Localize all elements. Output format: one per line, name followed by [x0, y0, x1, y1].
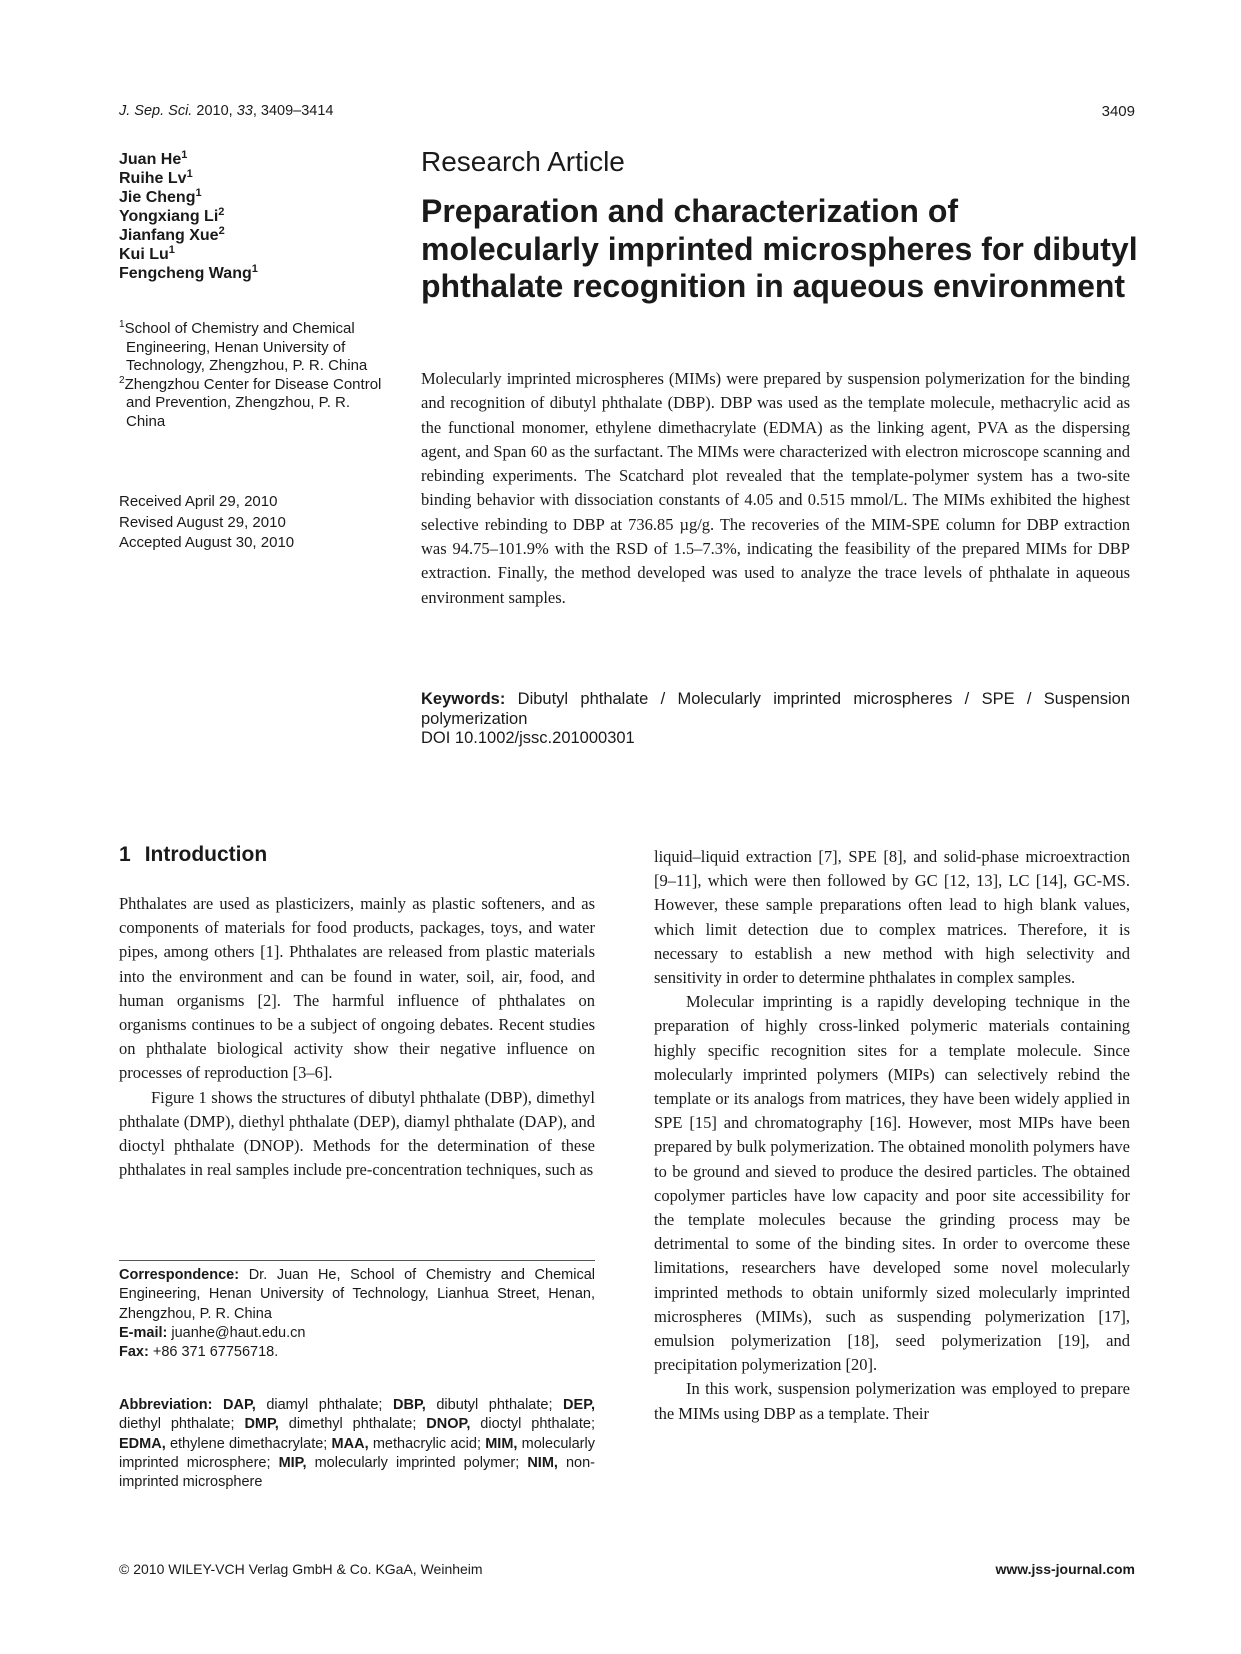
- author: Yongxiang Li$^2$: [119, 206, 225, 225]
- section-title: Introduction: [144, 843, 268, 866]
- keywords-block: [421, 690, 1130, 749]
- revised-date: Revised August 29, 2010: [119, 513, 286, 531]
- journal-volume: 33: [236, 103, 253, 119]
- fax-number: +86 371 67756718.: [152, 1344, 279, 1361]
- body-column-right: [654, 845, 1130, 1426]
- accepted-date: Accepted August 30, 2010: [119, 534, 295, 551]
- paragraph: In this work, suspension polymerization was employed to prepare the MIMs using DBP as a template. Their: [654, 1379, 1130, 1423]
- page-footer: [119, 1561, 1135, 1581]
- author: Fengcheng Wang$^1$: [119, 263, 258, 282]
- paragraph: Phthalates are used as plasticizers, mainly as plastic softeners, and as components of materials for food products, packages, toys, and water pipes, among others [1]. Phthalates are released from plastic materials into the environment and can be found in water, soil, air, food, and human organisms [2]. The harmful influence of phthalates on organisms continues to be a subject of ongoing debates. Recent studies on phthalate biological activity show their negative influence on processes of reproduction [3–6].: [119, 894, 595, 1083]
- abbreviation-label: Abbreviation:: [119, 1397, 213, 1413]
- affiliation: $^1$School of Chemistry and Chemical Engineering, Henan University of Technology, Zhengzhou, P. R. China: [119, 319, 368, 375]
- affiliation: $^2$Zhengzhou Center for Disease Control and Prevention, Zhengzhou, P. R. China: [119, 374, 382, 430]
- journal-abbrev: J. Sep. Sci.: [119, 103, 193, 119]
- section-number: 1: [119, 843, 131, 866]
- author: Ruihe Lv$^1$: [119, 168, 193, 187]
- affiliations: [119, 320, 389, 432]
- author: Juan He$^1$: [119, 149, 188, 168]
- correspondence-note: [119, 1266, 595, 1362]
- email-address[interactable]: juanhe@haut.edu.cn: [171, 1324, 306, 1341]
- received-date: Received April 29, 2010: [119, 493, 278, 510]
- article-title: Preparation and characterization of molecularly imprinted microspheres for dibutyl phthalate recognition in aqueous environment: [421, 193, 1138, 304]
- copyright: © 2010 WILEY-VCH Verlag GmbH & Co. KGaA, Weinheim: [119, 1561, 483, 1577]
- abstract: Molecularly imprinted microspheres (MIMs) were prepared by suspension polymerization for the binding and recognition of dibutyl phthalate (DBP). DBP was used as the template molecule, methacrylic acid as the functional monomer, ethylene dimethacrylate (EDMA) as the linking agent, PVA as the dispersing agent, and Span 60 as the surfactant. The MIMs were characterized with electron microscope scanning and rebinding experiments. The Scatchard plot revealed that the template-polymer system has a two-site binding behavior with dissociation constants of 4.05 and 0.515 mmol/L. The MIMs exhibited the highest selective rebinding to DBP at 736.85 µg/g. The recoveries of the MIM-SPE column for DBP extraction was 94.75–101.9% with the RSD of 1.5–7.3%, indicating the feasibility of the prepared MIMs for DBP extraction. Finally, the method developed was used to analyze the trace levels of phthalate in aqueous environment samples.: [421, 369, 1130, 607]
- email-label: E-mail:: [119, 1324, 168, 1341]
- paragraph: Figure 1 shows the structures of dibutyl phthalate (DBP), dimethyl phthalate (DMP), diethyl phthalate (DEP), diamyl phthalate (DAP), and dioctyl phthalate (DNOP). Methods for the determination of these phthalates in real samples include pre-concentration techniques, such as: [119, 1087, 595, 1180]
- doi: DOI 10.1002/jssc.201000301: [421, 729, 635, 747]
- paragraph: liquid–liquid extraction [7], SPE [8], and solid-phase microextraction [9–11], which were then followed by GC [12, 13], LC [14], GC-MS. However, these sample preparations often lead to high blank values, which limit detection due to complex matrices. Therefore, it is necessary to establish a new method with high selectivity and sensitivity in order to determine phthalates in complex samples.: [654, 847, 1130, 988]
- keywords-label: Keywords:: [421, 690, 506, 708]
- abbreviation-note: Abbreviation: DAP, diamyl phthalate; DBP, dibutyl phthalate; DEP, diethyl phthalate; DMP, dimethyl phthalate; DNOP, dioctyl phthalate; EDMA, ethylene dimethacrylate; MAA, methacrylic acid; MIM, molecularly imprinted microsphere; MIP, molecularly imprinted polymer; NIM, non-imprinted microsphere: [119, 1397, 596, 1491]
- page-number: 3409: [1101, 103, 1135, 120]
- author: Jianfang Xue$^2$: [119, 225, 225, 244]
- article-type: Research Article: [421, 146, 625, 177]
- journal-year: 2010: [196, 103, 229, 119]
- author: Jie Cheng$^1$: [119, 187, 202, 206]
- author: Kui Lu$^1$: [119, 244, 175, 263]
- journal-pages: 3409–3414: [260, 103, 334, 119]
- fax-label: Fax:: [119, 1344, 149, 1361]
- keywords: [421, 690, 1130, 729]
- author-list: [119, 150, 399, 283]
- body-column-left: [119, 892, 595, 1182]
- footnote-divider: [119, 1260, 595, 1261]
- journal-citation: J. Sep. Sci. 2010, 33, 3409–3414: [119, 103, 334, 119]
- paragraph: Molecular imprinting is a rapidly developing technique in the preparation of highly cross-linked polymeric materials containing highly specific recognition sites for a template molecule. Since molecularly imprinted polymers (MIPs) can selectively rebind the template or its analogs from matrices, they have been widely applied in SPE [15] and chromatography [16]. However, most MIPs have been prepared by bulk polymerization. The obtained monolith polymers have to be ground and sieved to produce the desired particles. The obtained copolymer particles have low capacity and poor site accessibility for the template molecules because the grinding process may be detrimental to some of the binding sites. In order to overcome these limitations, researchers have developed some novel molecularly imprinted methods to obtain uniformly sized molecularly imprinted microspheres (MIMs), such as suspending polymerization [17], emulsion polymerization [18], seed polymerization [19], and precipitation polymerization [20].: [654, 992, 1130, 1375]
- article-history: [119, 492, 389, 554]
- section-heading: [119, 843, 267, 867]
- journal-url-link[interactable]: www.jss-journal.com: [995, 1561, 1135, 1577]
- keywords-list: Dibutyl phthalate / Molecularly imprinted microspheres / SPE / Suspension polymerization: [421, 690, 1130, 728]
- running-header: [119, 103, 1135, 123]
- correspondence-label: Correspondence:: [119, 1267, 240, 1283]
- correspondence-address: Dr. Juan He, School of Chemistry and Chemical Engineering, Henan University of Technology, Lianhua Street, Henan, Zhengzhou, P. R. China: [119, 1267, 595, 1322]
